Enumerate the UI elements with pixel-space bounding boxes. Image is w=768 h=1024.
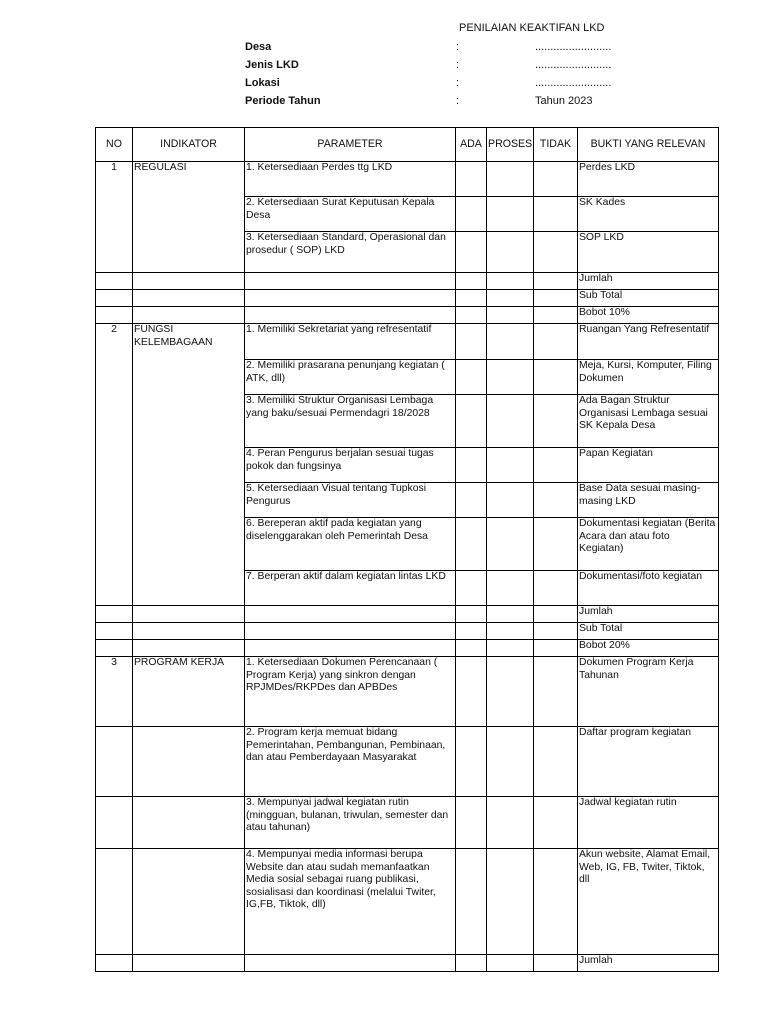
cell-proses[interactable]	[487, 232, 534, 273]
cell-tidak[interactable]	[534, 483, 578, 518]
table-row-summary	[96, 307, 719, 324]
cell-ada[interactable]	[456, 395, 487, 448]
assessment-table	[95, 127, 719, 972]
cell-proses[interactable]	[487, 571, 534, 606]
column-header-proses: PROSES	[487, 128, 534, 162]
row-indikator	[133, 606, 245, 623]
row-no	[96, 955, 133, 972]
cell-tidak[interactable]	[534, 448, 578, 483]
row-indikator: FUNGSI KELEMBAGAAN	[133, 324, 245, 606]
cell-tidak[interactable]	[534, 395, 578, 448]
row-parameter	[245, 273, 456, 290]
column-header-indikator: INDIKATOR	[133, 128, 245, 162]
row-parameter: 3. Mempunyai jadwal kegiatan rutin (mingguan, bulanan, triwulan, semester dan atau tahunan)	[245, 797, 456, 849]
cell-ada[interactable]	[456, 324, 487, 360]
cell-ada[interactable]	[456, 290, 487, 307]
row-bukti: SK Kades	[578, 197, 719, 232]
row-parameter: 1. Ketersediaan Perdes ttg LKD	[245, 162, 456, 197]
table-row	[96, 797, 719, 849]
row-indikator	[133, 290, 245, 307]
row-parameter	[245, 623, 456, 640]
cell-tidak[interactable]	[534, 273, 578, 290]
cell-tidak[interactable]	[534, 232, 578, 273]
row-no	[96, 290, 133, 307]
info-label: Lokasi	[245, 77, 280, 89]
cell-proses[interactable]	[487, 324, 534, 360]
cell-ada[interactable]	[456, 571, 487, 606]
cell-tidak[interactable]	[534, 623, 578, 640]
table-row	[96, 727, 719, 797]
cell-proses[interactable]	[487, 518, 534, 571]
cell-proses[interactable]	[487, 448, 534, 483]
info-row-periode-tahun	[245, 92, 685, 110]
row-indikator: REGULASI	[133, 162, 245, 273]
cell-proses[interactable]	[487, 395, 534, 448]
table-row-summary	[96, 955, 719, 972]
table-row	[96, 849, 719, 955]
cell-tidak[interactable]	[534, 571, 578, 606]
table-row	[96, 162, 719, 197]
row-no	[96, 640, 133, 657]
table-row-summary	[96, 623, 719, 640]
cell-tidak[interactable]	[534, 162, 578, 197]
row-no: 1	[96, 162, 133, 273]
cell-proses[interactable]	[487, 955, 534, 972]
cell-ada[interactable]	[456, 640, 487, 657]
table-row	[96, 657, 719, 727]
row-bukti: Ada Bagan Struktur Organisasi Lembaga sesuai SK Kepala Desa	[578, 395, 719, 448]
cell-ada[interactable]	[456, 232, 487, 273]
cell-ada[interactable]	[456, 448, 487, 483]
info-value: .........................	[535, 41, 612, 53]
row-bukti: Meja, Kursi, Komputer, Filing Dokumen	[578, 360, 719, 395]
cell-ada[interactable]	[456, 797, 487, 849]
cell-proses[interactable]	[487, 657, 534, 727]
info-row-jenis-lkd	[245, 56, 685, 74]
row-indikator	[133, 640, 245, 657]
cell-tidak[interactable]	[534, 518, 578, 571]
row-parameter: 5. Ketersediaan Visual tentang Tupkosi Pengurus	[245, 483, 456, 518]
table-row	[96, 324, 719, 360]
row-no: 2	[96, 324, 133, 606]
cell-ada[interactable]	[456, 955, 487, 972]
cell-tidak[interactable]	[534, 606, 578, 623]
cell-ada[interactable]	[456, 483, 487, 518]
cell-proses[interactable]	[487, 483, 534, 518]
table-row-summary	[96, 273, 719, 290]
info-value: Tahun 2023	[535, 95, 593, 107]
cell-tidak[interactable]	[534, 360, 578, 395]
cell-tidak[interactable]	[534, 955, 578, 972]
row-indikator	[133, 623, 245, 640]
cell-tidak[interactable]	[534, 849, 578, 955]
row-bukti: Daftar program kegiatan	[578, 727, 719, 797]
info-row-desa	[245, 38, 685, 56]
row-indikator	[133, 307, 245, 324]
row-parameter: 1. Ketersediaan Dokumen Perencanaan ( Program Kerja) yang sinkron dengan RPJMDes/RKPDes dan APBDes	[245, 657, 456, 727]
row-parameter	[245, 290, 456, 307]
table-row-summary	[96, 290, 719, 307]
info-label: Desa	[245, 41, 272, 53]
info-colon: :	[456, 77, 460, 89]
row-bukti: Jumlah	[578, 955, 719, 972]
row-bukti: Perdes LKD	[578, 162, 719, 197]
row-no	[96, 623, 133, 640]
cell-proses[interactable]	[487, 273, 534, 290]
cell-ada[interactable]	[456, 623, 487, 640]
row-indikator	[133, 955, 245, 972]
cell-tidak[interactable]	[534, 727, 578, 797]
row-bukti: Sub Total	[578, 623, 719, 640]
column-header-no: NO	[96, 128, 133, 162]
row-bukti: Akun website, Alamat Email, Web, IG, FB, Twiter, Tiktok, dll	[578, 849, 719, 955]
row-bukti: Base Data sesuai masing-masing LKD	[578, 483, 719, 518]
row-no	[96, 797, 133, 849]
row-parameter: 2. Program kerja memuat bidang Pemerintahan, Pembangunan, Pembinaan, dan atau Pemberdayaan Masyarakat	[245, 727, 456, 797]
row-parameter	[245, 955, 456, 972]
row-indikator: PROGRAM KERJA	[133, 657, 245, 727]
row-indikator	[133, 849, 245, 955]
row-parameter: 4. Peran Pengurus berjalan sesuai tugas pokok dan fungsinya	[245, 448, 456, 483]
info-block	[245, 38, 685, 110]
row-bukti: Bobot 20%	[578, 640, 719, 657]
row-parameter: 6. Bereperan aktif pada kegiatan yang diselenggarakan oleh Pemerintah Desa	[245, 518, 456, 571]
info-label: Periode Tahun	[245, 95, 321, 107]
table-row-summary	[96, 606, 719, 623]
row-no	[96, 606, 133, 623]
row-parameter: 7. Berperan aktif dalam kegiatan lintas LKD	[245, 571, 456, 606]
row-bukti: Jadwal kegiatan rutin	[578, 797, 719, 849]
row-indikator	[133, 797, 245, 849]
cell-ada[interactable]	[456, 518, 487, 571]
info-row-lokasi	[245, 74, 685, 92]
row-no	[96, 307, 133, 324]
row-bukti: Papan Kegiatan	[578, 448, 719, 483]
cell-ada[interactable]	[456, 606, 487, 623]
row-no	[96, 849, 133, 955]
row-parameter: 2. Memiliki prasarana penunjang kegiatan ( ATK, dll)	[245, 360, 456, 395]
cell-ada[interactable]	[456, 849, 487, 955]
row-parameter: 3. Memiliki Struktur Organisasi Lembaga yang baku/sesuai Permendagri 18/2028	[245, 395, 456, 448]
column-header-bukti: BUKTI YANG RELEVAN	[578, 128, 719, 162]
cell-ada[interactable]	[456, 197, 487, 232]
cell-tidak[interactable]	[534, 290, 578, 307]
row-bukti: Jumlah	[578, 273, 719, 290]
row-bukti: Sub Total	[578, 290, 719, 307]
cell-proses[interactable]	[487, 307, 534, 324]
document-title: PENILAIAN KEAKTIFAN LKD	[459, 22, 605, 34]
row-bukti: Dokumentasi kegiatan (Berita Acara dan atau foto Kegiatan)	[578, 518, 719, 571]
cell-tidak[interactable]	[534, 640, 578, 657]
row-parameter: 4. Mempunyai media informasi berupa Website dan atau sudah memanfaatkan Media sosial sebagai ruang publikasi, sosialisasi dan koordinasi (melalui Twiter, IG,FB, Tiktok, dll)	[245, 849, 456, 955]
cell-ada[interactable]	[456, 360, 487, 395]
row-parameter: 2. Ketersediaan Surat Keputusan Kepala Desa	[245, 197, 456, 232]
row-bukti: Bobot 10%	[578, 307, 719, 324]
row-indikator	[133, 273, 245, 290]
cell-proses[interactable]	[487, 360, 534, 395]
info-colon: :	[456, 95, 460, 107]
info-label: Jenis LKD	[245, 59, 299, 71]
row-parameter: 3. Ketersediaan Standard, Operasional dan prosedur ( SOP) LKD	[245, 232, 456, 273]
row-bukti: Ruangan Yang Refresentatif	[578, 324, 719, 360]
cell-ada[interactable]	[456, 273, 487, 290]
cell-proses[interactable]	[487, 640, 534, 657]
row-no: 3	[96, 657, 133, 727]
cell-ada[interactable]	[456, 307, 487, 324]
cell-tidak[interactable]	[534, 197, 578, 232]
cell-proses[interactable]	[487, 290, 534, 307]
row-no	[96, 727, 133, 797]
column-header-ada: ADA	[456, 128, 487, 162]
cell-proses[interactable]	[487, 727, 534, 797]
info-colon: :	[456, 41, 460, 53]
row-parameter	[245, 307, 456, 324]
cell-ada[interactable]	[456, 657, 487, 727]
table-row-summary	[96, 640, 719, 657]
cell-tidak[interactable]	[534, 797, 578, 849]
cell-proses[interactable]	[487, 623, 534, 640]
cell-proses[interactable]	[487, 197, 534, 232]
cell-proses[interactable]	[487, 606, 534, 623]
column-header-parameter: PARAMETER	[245, 128, 456, 162]
cell-ada[interactable]	[456, 162, 487, 197]
info-value: .........................	[535, 77, 612, 89]
row-parameter: 1. Memiliki Sekretariat yang refresentatif	[245, 324, 456, 360]
cell-proses[interactable]	[487, 797, 534, 849]
cell-proses[interactable]	[487, 162, 534, 197]
row-parameter	[245, 606, 456, 623]
cell-tidak[interactable]	[534, 324, 578, 360]
row-bukti: Dokumentasi/foto kegiatan	[578, 571, 719, 606]
row-bukti: Dokumen Program Kerja Tahunan	[578, 657, 719, 727]
info-value: .........................	[535, 59, 612, 71]
cell-tidak[interactable]	[534, 307, 578, 324]
cell-proses[interactable]	[487, 849, 534, 955]
table-header-row	[96, 128, 719, 162]
column-header-tidak: TIDAK	[534, 128, 578, 162]
row-bukti: Jumlah	[578, 606, 719, 623]
info-colon: :	[456, 59, 460, 71]
cell-tidak[interactable]	[534, 657, 578, 727]
row-no	[96, 273, 133, 290]
row-indikator	[133, 727, 245, 797]
cell-ada[interactable]	[456, 727, 487, 797]
row-bukti: SOP LKD	[578, 232, 719, 273]
row-parameter	[245, 640, 456, 657]
